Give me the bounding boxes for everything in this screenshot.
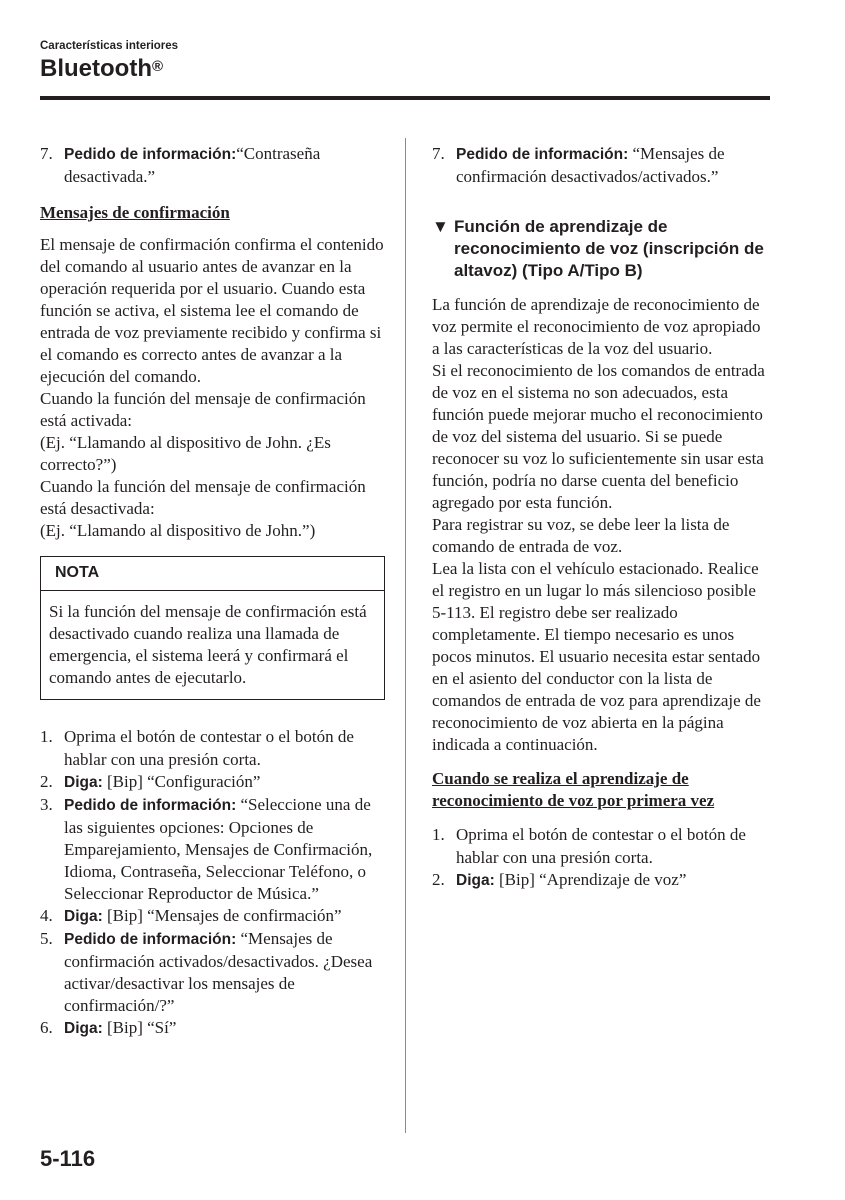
- step-number: 1.: [432, 825, 445, 844]
- step-text: [Bip] “Sí”: [102, 1018, 177, 1037]
- example-activated: (Ej. “Llamando al dispositivo de John. ¿Es correcto?”): [40, 433, 331, 474]
- left-step-6: [40, 1017, 385, 1040]
- left-step-3: [40, 794, 385, 905]
- step-text: “Mensajes de confirmación activados/desactivados. ¿Desea activar/desactivar los mensajes de confirmación/?”: [64, 929, 373, 1015]
- left-step-1: [40, 726, 385, 771]
- left-steps: [40, 726, 385, 1040]
- left-step-5: [40, 928, 385, 1017]
- step-lead: Pedido de información:: [64, 146, 237, 163]
- step-text: Oprima el botón de contestar o el botón de hablar con una presión corta.: [64, 727, 354, 769]
- step-text: Oprima el botón de contestar o el botón de hablar con una presión corta.: [456, 825, 746, 867]
- paragraph-2: Si el reconocimiento de los comandos de entrada de voz en el sistema no son adecuados, esta función puede mejorar mucho el reconocimiento de voz del sistema del usuario. Si se puede reconocer su voz lo suficientemente sin usar esta función, podría no darse cuenta del beneficio agregado por esta función.: [432, 361, 765, 512]
- step-text: “Mensajes de confirmación desactivados/activados.”: [456, 144, 725, 186]
- page-title-text: Bluetooth: [40, 55, 152, 82]
- left-step-2: [40, 771, 385, 794]
- step-lead: Diga:: [64, 774, 103, 791]
- nota-label: NOTA: [41, 557, 384, 591]
- step-number: 7.: [40, 144, 53, 163]
- page-title: [40, 56, 770, 82]
- section-name: Características interiores: [40, 40, 179, 52]
- line-deactivated: Cuando la función del mensaje de confirmación está desactivada:: [40, 477, 366, 518]
- paragraph-4: Lea la lista con el vehículo estacionado. Realice el registro en un lugar lo más silencioso posible 5-113. El registro debe ser realizado completamente. El tiempo necesario es unos pocos minutos. El usuario necesita estar sentado en el asiento del conductor con la lista de comandos de entrada de voz para aprendizaje de reconocimiento de voz abierta en la página indicada a continuación.: [432, 559, 761, 754]
- triangle-down-icon: ▼: [432, 217, 449, 236]
- step-lead: Pedido de información:: [456, 146, 629, 163]
- step-number: 6.: [40, 1018, 53, 1037]
- step-text: [Bip] “Configuración”: [102, 772, 261, 791]
- step-number: 2.: [432, 870, 445, 889]
- left-column: [40, 143, 385, 1040]
- step-text: “Seleccione una de las siguientes opciones: Opciones de Emparejamiento, Mensajes de Confirmación, Idioma, Contraseña, Seleccionar Teléfono, o Seleccionar Reproductor de Música.”: [64, 795, 373, 903]
- step-number: 4.: [40, 906, 53, 925]
- step-lead: Diga:: [64, 908, 103, 925]
- subheading-confirmation: Mensajes de confirmación: [40, 203, 230, 222]
- subheading-first-time: Cuando se realiza el aprendizaje de reconocimiento de voz por primera vez: [432, 769, 715, 810]
- step-text: [Bip] “Mensajes de confirmación”: [102, 906, 342, 925]
- paragraph-1: La función de aprendizaje de reconocimiento de voz permite el reconocimiento de voz apropiado a las características de la voz del usuario.: [432, 295, 761, 358]
- nota-text: Si la función del mensaje de confirmación está desactivado cuando realiza una llamada de emergencia, el sistema leerá y confirmará el comando antes de ejecutarlo.: [49, 602, 367, 687]
- paragraph-confirmation: El mensaje de confirmación confirma el contenido del comando al usuario antes de avanzar en la operación requerida por el usuario. Cuando esta función se activa, el sistema lee el comando de entrada de voz previamente recibido y confirma si el comando es correcto antes de avanzar a la ejecución del comando.: [40, 235, 384, 386]
- left-step-4: [40, 905, 385, 928]
- right-step-1: [432, 824, 772, 869]
- step-text: “Contraseña desactivada.”: [64, 144, 321, 186]
- step-lead: Pedido de información:: [64, 797, 237, 814]
- section-heading: [432, 216, 772, 282]
- right-step-2: [432, 869, 772, 892]
- example-deactivated: (Ej. “Llamando al dispositivo de John.”): [40, 521, 316, 540]
- paragraph-3: Para registrar su voz, se debe leer la lista de comando de entrada de voz.: [432, 515, 730, 556]
- step-lead: Pedido de información:: [64, 931, 237, 948]
- column-divider: [405, 138, 406, 1133]
- page-header: [40, 40, 770, 82]
- step-number: 7.: [432, 144, 445, 163]
- registered-mark: ®: [151, 58, 164, 75]
- nota-box: [40, 556, 385, 700]
- step-text: [Bip] “Aprendizaje de voz”: [494, 870, 687, 889]
- step-number: 2.: [40, 772, 53, 791]
- right-column: [432, 143, 772, 892]
- left-item-7: [40, 143, 385, 188]
- right-item-7: [432, 143, 772, 188]
- step-number: 3.: [40, 795, 53, 814]
- step-lead: Diga:: [456, 872, 495, 889]
- step-lead: Diga:: [64, 1020, 103, 1037]
- step-number: 1.: [40, 727, 53, 746]
- header-rule: [40, 96, 770, 100]
- page-number: 5-116: [40, 1146, 96, 1171]
- step-number: 5.: [40, 929, 53, 948]
- line-activated: Cuando la función del mensaje de confirmación está activada:: [40, 389, 366, 430]
- section-heading-text: Función de aprendizaje de reconocimiento de voz (inscripción de altavoz) (Tipo A/Tipo B): [454, 217, 764, 280]
